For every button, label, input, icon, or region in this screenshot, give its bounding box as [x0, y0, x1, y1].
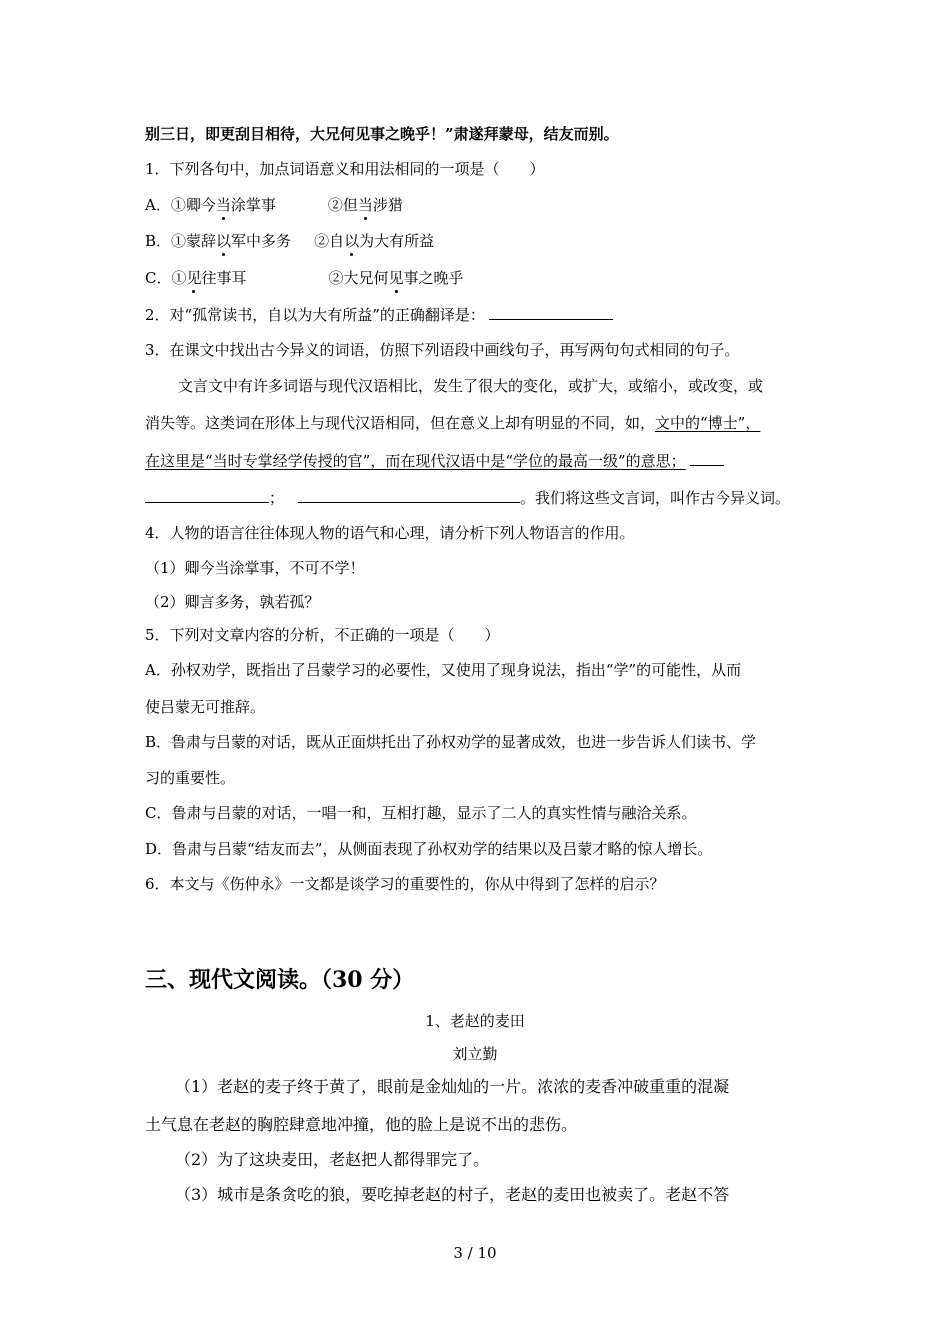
question-3: 3．在课文中找出古今异义的词语，仿照下列语段中画线句子，再写两句句式相同的句子。 — [145, 341, 740, 359]
option-5b: B．鲁肃与吕蒙的对话，既从正面烘托出了孙权劝学的显著成效，也进一步告诉人们读书、学 — [145, 733, 757, 751]
question-1: 1．下列各句中，加点词语意义和用法相同的一项是（ ） — [145, 160, 545, 178]
passage-line — [145, 488, 790, 508]
option-5c: C．鲁肃与吕蒙的对话，一唱一和，互相打趣，显示了二人的真实性情与融洽关系。 — [145, 804, 697, 822]
option-text: C．① — [145, 269, 187, 287]
passage-text: ； — [269, 489, 285, 507]
option-1c — [145, 268, 464, 288]
option-text: 军中多务 — [231, 232, 292, 250]
question-text: 2．对“孤常读书，自以为大有所益”的正确翻译是： — [145, 306, 485, 324]
option-5b-cont: 习的重要性。 — [145, 769, 236, 787]
option-text: 涂掌事 — [230, 196, 276, 214]
option-5d: D．鲁肃与吕蒙“结友而去”，从侧面表现了孙权劝学的结果以及吕蒙才略的惊人增长。 — [145, 840, 713, 858]
question-5: 5．下列对文章内容的分析，不正确的一项是（ ） — [145, 626, 500, 644]
option-text: ②自 — [314, 232, 345, 250]
page-number: 3 / 10 — [453, 1244, 497, 1262]
emphasized-char: 见 — [388, 269, 404, 287]
answer-blank[interactable] — [690, 451, 724, 466]
passage-line — [145, 451, 724, 471]
passage-text: 。我们将这些文言词，叫作古今异义词。 — [520, 489, 791, 507]
option-1b — [145, 231, 434, 251]
question-2 — [145, 305, 613, 325]
question-4: 4．人物的语言往往体现人物的语气和心理，请分析下列人物语言的作用。 — [145, 524, 635, 542]
option-5a: A．孙权劝学，既指出了吕蒙学习的必要性，又使用了现身说法，指出“学”的可能性，从而 — [145, 661, 742, 679]
option-text: B．①蒙辞 — [145, 232, 217, 250]
option-1a — [145, 195, 403, 215]
passage-line: 文言文中有许多词语与现代汉语相比，发生了很大的变化，或扩大，或缩小，或改变，或 — [178, 377, 764, 395]
emphasized-char: 当 — [357, 196, 373, 214]
article-paragraph-2: （2）为了这块麦田，老赵把人都得罪完了。 — [175, 1150, 490, 1169]
emphasized-char: 见 — [186, 269, 202, 287]
quote-1: （1）卿今当涂掌事，不可不学！ — [145, 559, 365, 577]
section-heading: 三、现代文阅读。（30 分） — [145, 967, 415, 993]
question-6: 6．本文与《伤仲永》一文都是谈学习的重要性的，你从中得到了怎样的启示？ — [145, 875, 665, 893]
option-text: ②但 — [327, 196, 358, 214]
emphasized-char: 以 — [216, 232, 232, 250]
option-text: A．①卿今 — [145, 196, 216, 214]
article-title: 1、老赵的麦田 — [425, 1012, 525, 1030]
answer-blank[interactable] — [298, 488, 520, 503]
option-5a-cont: 使吕蒙无可推辞。 — [145, 698, 266, 716]
passage-text: 消失等。这类词在形体上与现代汉语相同，但在意义上却有明显的不同，如， — [145, 414, 656, 432]
answer-blank[interactable] — [145, 488, 269, 503]
article-paragraph-3: （3）城市是条贪吃的狼，要吃掉老赵的村子，老赵的麦田也被卖了。老赵不答 — [175, 1185, 730, 1204]
article-author: 刘立勤 — [452, 1045, 498, 1063]
underlined-example: 文中的“博士”， — [655, 414, 761, 432]
passage-line — [145, 413, 760, 433]
text-line: 别三日，即更刮目相待，大兄何见事之晚乎！”肃遂拜蒙母，结友而别。 — [145, 125, 619, 143]
option-text: 事之晚乎 — [403, 269, 464, 287]
article-paragraph-1: （1）老赵的麦子终于黄了，眼前是金灿灿的一片。浓浓的麦香冲破重重的混凝 — [175, 1077, 730, 1096]
option-text: 为大有所益 — [359, 232, 435, 250]
option-text: 往事耳 — [201, 269, 247, 287]
answer-blank[interactable] — [489, 305, 613, 320]
emphasized-char: 以 — [344, 232, 360, 250]
option-text: 涉猎 — [372, 196, 403, 214]
quote-2: （2）卿言多务，孰若孤？ — [145, 593, 320, 611]
emphasized-char: 当 — [215, 196, 231, 214]
option-text: ②大兄何 — [328, 269, 389, 287]
article-paragraph-1-cont: 土气息在老赵的胸腔肆意地冲撞，他的脸上是说不出的悲伤。 — [145, 1115, 578, 1134]
underlined-example: 在这里是“当时专掌经学传授的官”，而在现代汉语中是“学位的最高一级”的意思； — [145, 452, 686, 470]
